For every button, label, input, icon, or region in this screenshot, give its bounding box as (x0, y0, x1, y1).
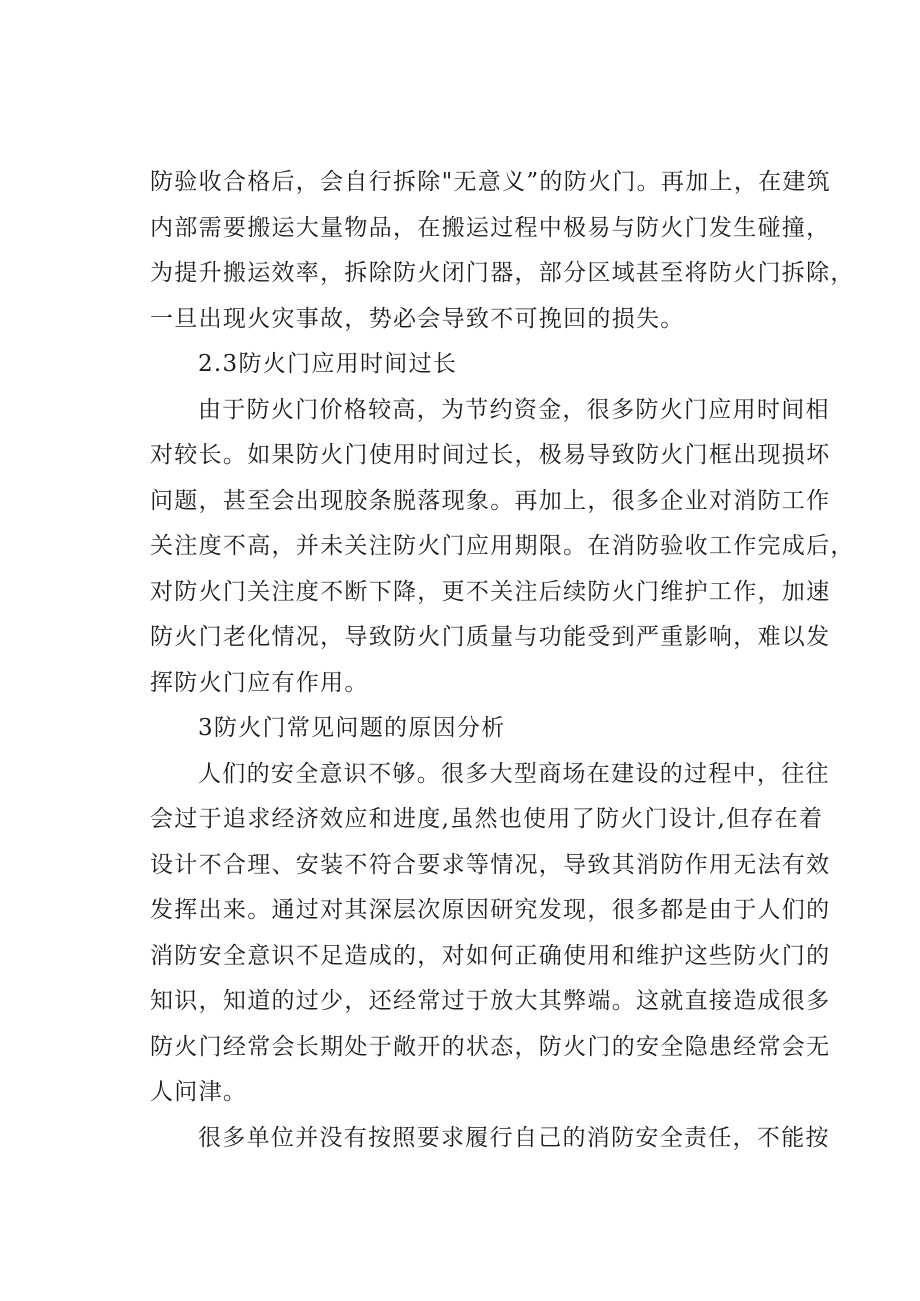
text-line: 内部需要搬运大量物品，在搬运过程中极易与防火门发生碰撞， (150, 214, 831, 241)
text-line: 问题，甚至会出现胶条脱落现象。再加上，很多企业对消防工作 (150, 487, 831, 514)
text-line: 关注度不高，并未关注防火门应用期限。在消防验收工作完成后， (150, 533, 855, 559)
text-line: 防火门老化情况，导致防火门质量与功能受到严重影响，难以发 (150, 624, 831, 650)
text-line: 防火门经常会长期处于敞开的状态，防火门的安全隐患经常会无 (150, 1033, 831, 1060)
section-heading-2-3: 2.3防火门应用时间过长 (198, 351, 458, 377)
text-line: 会过于追求经济效应和进度,虽然也使用了防火门设计,但存在着 (150, 806, 824, 832)
text-line: 设计不合理、安装不符合要求等情况，导致其消防作用无法有效 (150, 851, 831, 878)
text-line: 为提升搬运效率，拆除防火闭门器，部分区域甚至将防火门拆除， (150, 260, 855, 286)
text-line: 一旦出现火灾事故，势必会导致不可挽回的损失。 (150, 305, 685, 332)
text-line: 对较长。如果防火门使用时间过长，极易导致防火门框出现损坏 (150, 442, 831, 468)
text-line: 发挥出来。通过对其深层次原因研究发现，很多都是由于人们的 (150, 897, 831, 923)
section-heading-3: 3防火门常见问题的原因分析 (198, 715, 506, 741)
text-line: 知识，知道的过少，还经常过于放大其弊端。这就直接造成很多 (150, 988, 831, 1014)
text-line: 很多单位并没有按照要求履行自己的消防安全责任，不能按 (198, 1124, 830, 1151)
text-line: 人们的安全意识不够。很多大型商场在建设的过程中，往往 (198, 760, 830, 787)
text-line: 挥防火门应有作用。 (150, 669, 369, 696)
document-body (150, 160, 855, 1161)
text-line: 由于防火门价格较高，为节约资金，很多防火门应用时间相 (198, 396, 830, 423)
text-line: 对防火门关注度不断下降，更不关注后续防火门维护工作，加速 (150, 578, 831, 605)
text-line: 人问津。 (150, 1079, 248, 1105)
text-line: 防验收合格后，会自行拆除"无意义”的防火门。再加上，在建筑 (150, 169, 832, 195)
text-line: 消防安全意识不足造成的，对如何正确使用和维护这些防火门的 (150, 942, 831, 969)
